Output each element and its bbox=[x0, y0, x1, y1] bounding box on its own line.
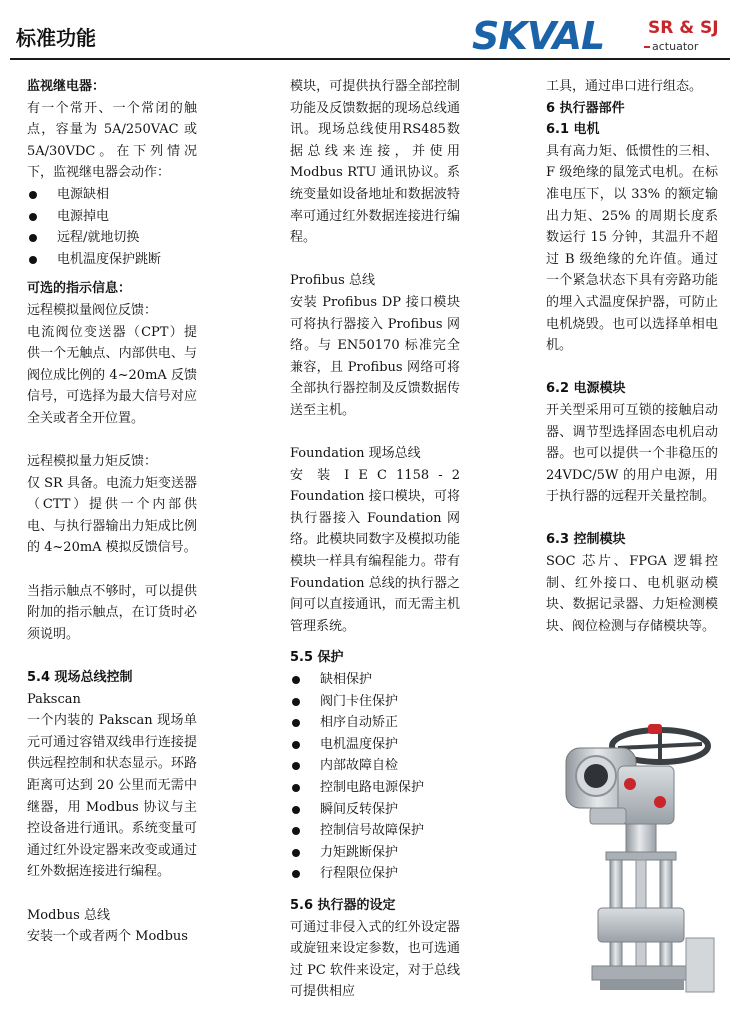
settings-text: 可通过非侵入式的红外设定器或旋钮来设定参数，也可选通过 PC 软件来设定，对于总线可提供相应 bbox=[290, 919, 460, 1000]
motor-heading: 6.1 电机 bbox=[546, 122, 600, 138]
list-item: 控制电路电源保护 bbox=[290, 777, 460, 799]
foundation-title: Foundation 现场总线 bbox=[290, 446, 421, 462]
list-item: 电机温度保护 bbox=[290, 734, 460, 756]
torque-feedback-title: 远程模拟量力矩反馈： bbox=[27, 454, 158, 470]
control-heading: 6.3 控制模块 bbox=[546, 532, 626, 548]
profibus-title: Profibus 总线 bbox=[290, 273, 375, 289]
motor-text: 具有高力矩、低惯性的三相、F 级绝缘的鼠笼式电机。在标准电压下，以 33% 的额定输出力矩、25% 的周期长度系数运行 15 分钟，其温升不超过 B 级绝缘的允许值。通过一个紧急状态下具有旁路功能的埋入式温度保护器，可防止电机烧毁。也可以选择单相电机。 bbox=[546, 143, 718, 354]
header-divider bbox=[10, 58, 730, 60]
page-title: 标准功能 bbox=[16, 26, 96, 50]
logo-tagline-text: actuator bbox=[652, 40, 699, 53]
list-item: 电源掉电 bbox=[27, 206, 197, 228]
power-heading: 6.2 电源模块 bbox=[546, 381, 626, 397]
modbus-text-start: 安装一个或者两个 Modbus bbox=[27, 929, 188, 945]
protection-list bbox=[290, 669, 460, 885]
list-item: 相序自动矫正 bbox=[290, 712, 460, 734]
brand-logo bbox=[470, 14, 732, 56]
page-header bbox=[0, 0, 740, 66]
logo-brand-text: SKVAL bbox=[472, 14, 605, 58]
protection-heading: 5.5 保护 bbox=[290, 650, 344, 666]
position-feedback-title: 远程模拟量阀位反馈： bbox=[27, 302, 158, 318]
indicator-heading: 可选的指示信息： bbox=[27, 281, 132, 297]
monitor-relay-list bbox=[27, 184, 197, 270]
foundation-text: 安 装 I E C 1158 - 2 Foundation 接口模块，可将执行器接入 Foundation 网络。此模块同数字及模拟功能模块一样具有编程能力。带有 Foundation 总线的执行器之间可以直接通讯，而无需主机管理系统。 bbox=[290, 467, 460, 634]
actuator-product-image bbox=[548, 708, 728, 1008]
fieldbus-heading: 5.4 现场总线控制 bbox=[27, 670, 133, 686]
column-right bbox=[546, 76, 718, 637]
list-item: 行程限位保护 bbox=[290, 863, 460, 885]
list-item: 控制信号故障保护 bbox=[290, 820, 460, 842]
list-item: 远程/就地切换 bbox=[27, 227, 197, 249]
profibus-text: 安装 Profibus DP 接口模块可将执行器接入 Profibus 网络。与 EN50170 标准完全兼容，且 Profibus 网络可将全部执行器控制及反馈数据传送至主机。 bbox=[290, 294, 460, 418]
pakscan-text: 一个内装的 Pakscan 现场单元可通过容错双线串行连接提供远程控制和状态显示。环路距离可达到 20 公里而无需中继器，用 Modbus 协议与主控设备进行通讯。系统变量可通过红外设定器来改变或通过红外数据连接进行编程。 bbox=[27, 713, 197, 880]
torque-feedback-text: 仅 SR 具备。电流力矩变送器（CTT）提供一个内部供电、与执行器输出力矩成比例的 4~20mA 模拟反馈信号。 bbox=[27, 475, 197, 556]
pakscan-title: Pakscan bbox=[27, 691, 81, 707]
power-text: 开关型采用可互锁的接触启动器、调节型选择固态电机启动器。也可以提供一个非稳压的 24VDC/5W 的用户电源，用于执行器的远程开关量控制。 bbox=[546, 402, 718, 505]
modbus-text-cont: 模块，可提供执行器全部控制功能及反馈数据的现场总线通讯。现场总线使用RS485数据总线来连接，并使用 Modbus RTU 通讯协议。系统变量如设备地址和数据波特率可通过红外数据连接进行编程。 bbox=[290, 79, 460, 246]
list-item: 力矩跳断保护 bbox=[290, 842, 460, 864]
list-item: 缺相保护 bbox=[290, 669, 460, 691]
column-middle bbox=[290, 76, 460, 1003]
list-item: 电机温度保护跳断 bbox=[27, 249, 197, 271]
logo-bar-icon bbox=[644, 46, 650, 48]
list-item: 阀门卡住保护 bbox=[290, 691, 460, 713]
monitor-relay-text: 有一个常开、一个常闭的触点，容量为 5A/250VAC 或 5A/30VDC。在下列情况下，监视继电器会动作： bbox=[27, 100, 197, 181]
extra-contacts-text: 当指示触点不够时，可以提供附加的指示触点，在订货时必须说明。 bbox=[27, 583, 197, 642]
logo-model-text: SR & SJ bbox=[648, 18, 719, 38]
settings-heading: 5.6 执行器的设定 bbox=[290, 897, 396, 913]
control-text: SOC 芯片、FPGA 逻辑控制、红外接口、电机驱动模块、数据记录器、力矩检测模块、阀位检测与存储模块等。 bbox=[546, 554, 718, 634]
list-item: 内部故障自检 bbox=[290, 755, 460, 777]
logo-tagline bbox=[644, 40, 698, 53]
list-item: 电源缺相 bbox=[27, 184, 197, 206]
modbus-title: Modbus 总线 bbox=[27, 907, 110, 923]
parts-heading: 6 执行器部件 bbox=[546, 100, 625, 116]
list-item: 瞬间反转保护 bbox=[290, 799, 460, 821]
position-feedback-text: 电流阀位变送器（CPT）提供一个无触点、内部供电、与阀位成比例的 4~20mA 反馈信号，可选择为最大信号对应全关或者全开位置。 bbox=[27, 324, 197, 426]
settings-text-cont: 工具，通过串口进行组态。 bbox=[546, 79, 703, 94]
monitor-relay-heading: 监视继电器： bbox=[27, 79, 106, 94]
column-left bbox=[27, 76, 197, 948]
